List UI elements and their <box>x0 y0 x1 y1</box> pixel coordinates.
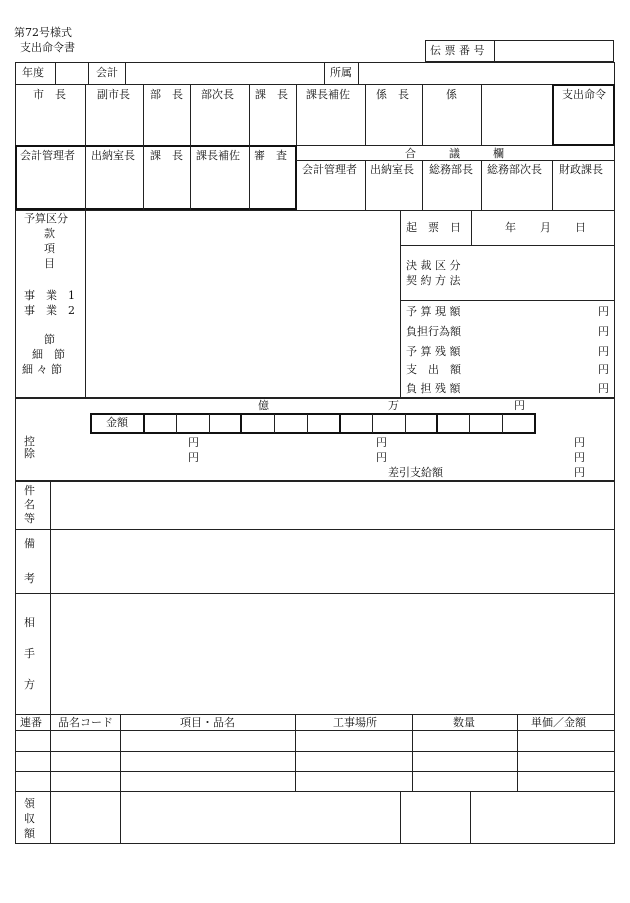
council-treasury-head: 出納室長 <box>370 163 414 176</box>
counterparty-label-1: 相 <box>24 616 35 629</box>
main-frame <box>15 62 615 398</box>
fiscal-year-label: 年度 <box>22 66 44 79</box>
unit-oku: 億 <box>258 399 269 412</box>
budget-saisetsu-label: 細 節 <box>32 348 65 361</box>
yen-unit: 円 <box>598 325 609 338</box>
remarks-section <box>15 529 615 594</box>
col-serial: 連番 <box>20 716 42 729</box>
unit-yen: 円 <box>514 399 525 412</box>
yen-unit: 円 <box>188 436 199 449</box>
col-unit-price-amount: 単価／金額 <box>531 716 586 729</box>
amount-section <box>15 398 615 481</box>
budget-moku-label: 目 <box>44 257 55 270</box>
col-quantity: 数量 <box>453 716 475 729</box>
budget-kou-label: 項 <box>44 242 55 255</box>
approval-deputy-director: 部次長 <box>201 88 234 101</box>
col-work-site: 工事場所 <box>333 716 377 729</box>
counterparty-label-3: 方 <box>24 678 35 691</box>
budget-current-label: 予 算 現 額 <box>406 305 461 318</box>
amount-label: 金額 <box>106 416 128 429</box>
budget-kan-label: 款 <box>44 227 55 240</box>
account-label: 会計 <box>96 66 118 79</box>
yen-unit: 円 <box>598 382 609 395</box>
draft-date-label: 起 票 日 <box>406 221 461 234</box>
budget-project2-label: 事 業 2 <box>24 304 75 317</box>
remarks-label-1: 備 <box>24 537 35 550</box>
yen-unit: 円 <box>574 451 585 464</box>
approval-payment-order: 支出命令 <box>562 88 606 101</box>
yen-unit: 円 <box>376 451 387 464</box>
date-year: 年 <box>505 221 516 234</box>
yen-unit: 円 <box>574 436 585 449</box>
budget-setsu-label: 節 <box>44 333 55 346</box>
budget-category-label: 予算区分 <box>24 212 68 225</box>
col-item-name: 項目・品名 <box>180 716 235 729</box>
approval-subsection-chief: 係 長 <box>376 88 409 101</box>
council-finance-chief: 財政課長 <box>559 163 603 176</box>
approval-section-chief-2: 課 長 <box>150 149 183 162</box>
receipt-section <box>15 791 615 844</box>
approval-treasury-head: 出納室長 <box>91 149 135 162</box>
counterparty-label-2: 手 <box>24 647 35 660</box>
col-item-code: 品名コード <box>58 716 113 729</box>
budget-saisaisetsu-label: 細 々 節 <box>22 363 62 376</box>
form-number: 第72号様式 <box>14 26 72 39</box>
date-day: 日 <box>575 221 586 234</box>
contract-method-label: 契 約 方 法 <box>406 274 461 287</box>
net-payment-label: 差引支給額 <box>388 466 443 479</box>
council-title: 合 議 欄 <box>405 147 504 160</box>
approval-mayor: 市 長 <box>33 88 66 101</box>
approval-deputy-mayor: 副市長 <box>97 88 130 101</box>
approval-assistant-chief: 課長補佐 <box>306 88 350 101</box>
yen-unit: 円 <box>598 305 609 318</box>
counterparty-section <box>15 593 615 715</box>
council-general-affairs-director: 総務部長 <box>429 163 473 176</box>
deduction-label: 控 除 <box>24 435 35 460</box>
approval-section-chief: 課 長 <box>255 88 288 101</box>
approval-staff: 係 <box>446 88 457 101</box>
committed-amount-label: 負担行為額 <box>406 325 461 338</box>
department-label: 所属 <box>330 66 352 79</box>
approval-audit: 審 査 <box>254 149 287 162</box>
budget-remaining-label: 予 算 残 額 <box>406 345 461 358</box>
receipt-label: 領 収 額 <box>24 797 35 840</box>
yen-unit: 円 <box>574 466 585 479</box>
budget-project1-label: 事 業 1 <box>24 289 75 302</box>
subject-section <box>15 481 615 530</box>
yen-unit: 円 <box>376 436 387 449</box>
yen-unit: 円 <box>188 451 199 464</box>
yen-unit: 円 <box>598 345 609 358</box>
commitment-remaining-label: 負 担 残 額 <box>406 382 461 395</box>
approval-director: 部 長 <box>150 88 183 101</box>
payment-amount-label: 支 出 額 <box>406 363 461 376</box>
approval-type-label: 決 裁 区 分 <box>406 259 461 272</box>
approval-assistant-chief-2: 課長補佐 <box>196 149 240 162</box>
date-month: 月 <box>540 221 551 234</box>
remarks-label-2: 考 <box>24 572 35 585</box>
council-general-affairs-deputy: 総務部次長 <box>487 163 542 176</box>
form-title: 支出命令書 <box>20 41 75 54</box>
unit-man: 万 <box>388 399 399 412</box>
approval-accounting-manager: 会計管理者 <box>20 149 75 162</box>
voucher-number-label: 伝 票 番 号 <box>430 44 485 57</box>
subject-label: 件 名 等 <box>24 484 35 525</box>
council-accounting-manager: 会計管理者 <box>302 163 357 176</box>
yen-unit: 円 <box>598 363 609 376</box>
